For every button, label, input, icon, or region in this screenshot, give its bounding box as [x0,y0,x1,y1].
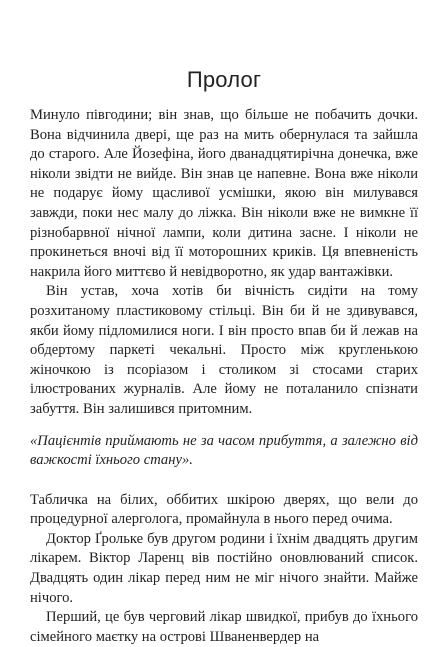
chapter-title: Пролог [186,67,262,92]
paragraph-5: Перший, це був черговий лікар швидкої, прибув до їхнього сімейного маєтку на острові Шваненвердер на [30,609,418,645]
paragraph-1: Минуло півгодини; він знав, що більше не побачить дочки. Вона відчинила двері, ще раз на мить обернулася та зайшла до старого. Але Йозефіна, його дванадцятирічна донечка, вже ніколи звідти не вийде. Він знав це напевне. Вона вже ніколи не подарує йому щасливої усмішки, якою він милувався завжди, поки нес малу до ліжка. Він ніколи вже не вимкне її різнобарвної нічної лампи, коли дитина засне. І ніколи не прокинеться вночі від її моторошних криків. Ця впевненість накрила його миттєво й невідворотно, як удар вантажівки. [30,107,418,280]
epigraph-quote: «Пацієнтів приймають не за часом прибуття, а залежно від важкості їхнього стану». [30,432,418,469]
paragraph-3: Табличка на білих, оббитих шкірою дверях, що вели до процедурної алерголога, промайнула в нього перед очима. [30,491,418,528]
book-page [30,66,418,647]
paragraph-2: Він устав, хоча хотів би вічність сидіти на тому розхитаному пластиковому стільці. Він би й не здивувався, якби йому підломилися ноги. І він просто впав би й лежав на обдертому паркеті чекальні. Просто між кругленькою жіночкою із псоріазом і столиком зі стосами старих ілюстрованих журналів. Але йому не поталанило спізнати забуття. Він залишився притомним. [30,283,418,417]
paragraph-4: Доктор Ґрольке був другом родини і їхнім двадцять другим лікарем. Віктор Ларенц вів постійно оновлюваний список. Двадцять один лікар перед ним не міг нічого знайти. Майже нічого. [30,530,418,606]
